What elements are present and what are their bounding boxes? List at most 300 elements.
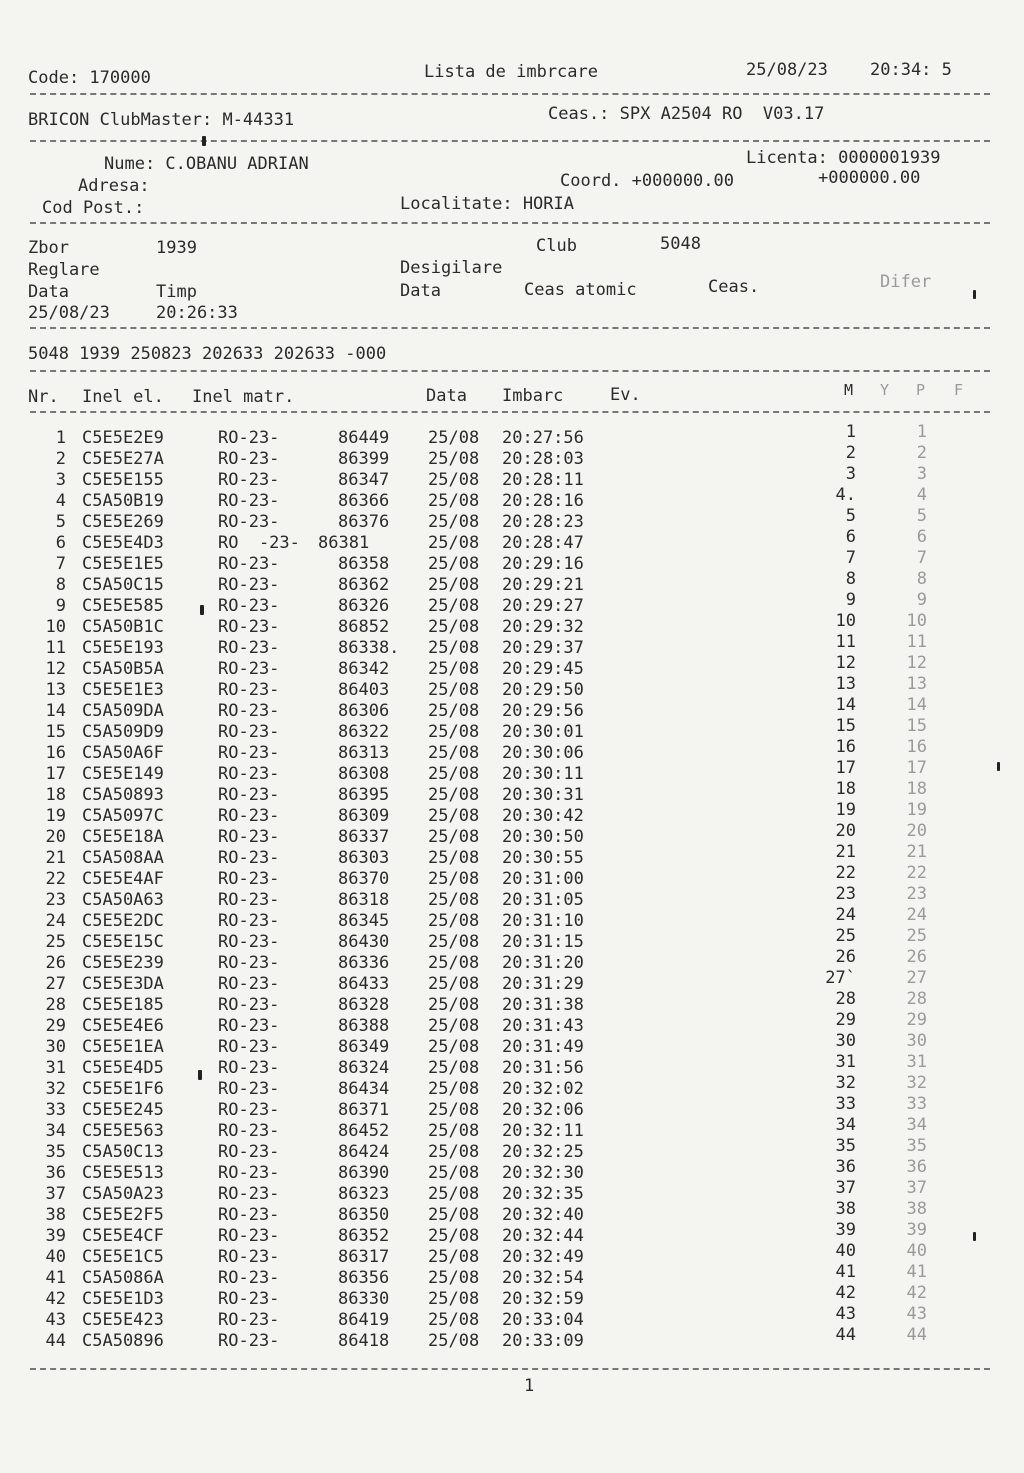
cell-matr: 86358 — [338, 554, 390, 574]
license-number: Licenta: 0000001939 — [746, 148, 941, 168]
cell-ro: RO-23- — [218, 1184, 280, 1204]
cell-nr: 28 — [45, 995, 66, 1015]
cell-m: 31 — [835, 1052, 856, 1072]
cell-nr: 11 — [45, 638, 66, 658]
cell-p: 5 — [916, 506, 927, 526]
table-row — [0, 1115, 1024, 1142]
cell-time: 20:31:49 — [502, 1037, 584, 1057]
cell-ro: RO-23- — [218, 911, 280, 931]
table-row — [0, 842, 1024, 869]
cell-m: 1 — [845, 422, 856, 442]
cell-m: 13 — [835, 674, 856, 694]
cell-nr: 9 — [55, 596, 66, 616]
cell-el: C5E5E423 — [82, 1310, 164, 1330]
cell-ro: RO-23- — [218, 1268, 280, 1288]
cell-ro: RO-23- — [218, 1121, 280, 1141]
cell-time: 20:31:56 — [502, 1058, 584, 1078]
cell-m: 43 — [835, 1304, 856, 1324]
table-row — [0, 1325, 1024, 1352]
table-row — [0, 863, 1024, 890]
cell-date: 25/08 — [428, 932, 480, 952]
cell-ro: RO-23- — [218, 995, 280, 1015]
cell-matr: 86399 — [338, 449, 390, 469]
cell-matr: 86395 — [338, 785, 390, 805]
cell-m: 27` — [825, 968, 856, 988]
cell-p: 16 — [906, 737, 927, 757]
cell-p: 44 — [906, 1325, 927, 1345]
cell-matr: 86434 — [338, 1079, 390, 1099]
cell-nr: 10 — [45, 617, 66, 637]
separator — [30, 1368, 990, 1370]
cell-p: 26 — [906, 947, 927, 967]
cell-p: 33 — [906, 1094, 927, 1114]
cell-date: 25/08 — [428, 1037, 480, 1057]
cell-m: 22 — [835, 863, 856, 883]
cell-p: 39 — [906, 1220, 927, 1240]
address-label: Adresa: — [78, 176, 150, 196]
cell-time: 20:28:16 — [502, 491, 584, 511]
cell-nr: 14 — [45, 701, 66, 721]
cell-matr: 86349 — [338, 1037, 390, 1057]
cell-el: C5E5E4E6 — [82, 1016, 164, 1036]
cell-p: 2 — [916, 443, 927, 463]
table-row — [0, 695, 1024, 722]
table-row — [0, 779, 1024, 806]
table-row — [0, 653, 1024, 680]
cell-p: 17 — [906, 758, 927, 778]
cell-time: 20:32:54 — [502, 1268, 584, 1288]
cell-matr: 86308 — [338, 764, 390, 784]
cell-p: 38 — [906, 1199, 927, 1219]
cell-date: 25/08 — [428, 806, 480, 826]
separator — [30, 140, 990, 142]
cell-date: 25/08 — [428, 449, 480, 469]
cell-m: 12 — [835, 653, 856, 673]
flight-label: Zbor — [28, 238, 69, 258]
cell-matr: 86342 — [338, 659, 390, 679]
cell-m: 19 — [835, 800, 856, 820]
cell-date: 25/08 — [428, 890, 480, 910]
cell-nr: 38 — [45, 1205, 66, 1225]
cell-nr: 2 — [55, 449, 66, 469]
coordinates-second: +000000.00 — [818, 168, 921, 188]
cell-p: 15 — [906, 716, 927, 736]
cell-m: 8 — [845, 569, 856, 589]
col-event: Ev. — [610, 385, 641, 405]
cell-m: 16 — [835, 737, 856, 757]
cell-ro: RO-23- — [218, 743, 280, 763]
cell-p: 29 — [906, 1010, 927, 1030]
cell-ro: RO-23- — [218, 1247, 280, 1267]
cell-matr: 86322 — [338, 722, 390, 742]
ink-mark — [200, 605, 204, 615]
cell-date: 25/08 — [428, 638, 480, 658]
cell-m: 5 — [845, 506, 856, 526]
cell-nr: 18 — [45, 785, 66, 805]
table-row — [0, 569, 1024, 596]
cell-time: 20:32:06 — [502, 1100, 584, 1120]
ink-mark — [973, 290, 976, 299]
cell-m: 33 — [835, 1094, 856, 1114]
cell-el: C5A50C13 — [82, 1142, 164, 1162]
cell-ro: RO-23- — [218, 869, 280, 889]
cell-m: 39 — [835, 1220, 856, 1240]
ink-mark — [973, 1232, 976, 1241]
cell-m: 28 — [835, 989, 856, 1009]
cell-nr: 20 — [45, 827, 66, 847]
cell-p: 12 — [906, 653, 927, 673]
cell-nr: 5 — [55, 512, 66, 532]
cell-nr: 36 — [45, 1163, 66, 1183]
col-date: Data — [426, 386, 467, 406]
cell-p: 32 — [906, 1073, 927, 1093]
cell-matr: 86419 — [338, 1310, 390, 1330]
cell-p: 42 — [906, 1283, 927, 1303]
cell-time: 20:29:32 — [502, 617, 584, 637]
difference-label: Difer — [880, 272, 932, 292]
cell-date: 25/08 — [428, 554, 480, 574]
cell-ro: RO-23- — [218, 512, 280, 532]
cell-m: 2 — [845, 443, 856, 463]
cell-m: 26 — [835, 947, 856, 967]
table-row — [0, 800, 1024, 827]
cell-m: 34 — [835, 1115, 856, 1135]
cell-nr: 3 — [55, 470, 66, 490]
cell-el: C5E5E1E5 — [82, 554, 164, 574]
table-row — [0, 1157, 1024, 1184]
cell-nr: 33 — [45, 1100, 66, 1120]
cell-matr: 86433 — [338, 974, 390, 994]
cell-nr: 43 — [45, 1310, 66, 1330]
cell-el: C5E5E269 — [82, 512, 164, 532]
cell-el: C5E5E239 — [82, 953, 164, 973]
cell-matr: 86317 — [338, 1247, 390, 1267]
cell-matr: 86328 — [338, 995, 390, 1015]
cell-nr: 4 — [55, 491, 66, 511]
cell-nr: 17 — [45, 764, 66, 784]
cell-el: C5E5E2E9 — [82, 428, 164, 448]
cell-time: 20:30:01 — [502, 722, 584, 742]
cell-p: 8 — [916, 569, 927, 589]
cell-date: 25/08 — [428, 701, 480, 721]
cell-time: 20:31:20 — [502, 953, 584, 973]
cell-date: 25/08 — [428, 785, 480, 805]
table-row — [0, 1136, 1024, 1163]
cell-nr: 12 — [45, 659, 66, 679]
cell-ro: RO-23- — [218, 491, 280, 511]
table-row — [0, 989, 1024, 1016]
table-row — [0, 1178, 1024, 1205]
cell-el: C5E5E27A — [82, 449, 164, 469]
cell-matr: 86452 — [338, 1121, 390, 1141]
desigilare-label: Desigilare — [400, 258, 503, 278]
cell-p: 36 — [906, 1157, 927, 1177]
cell-ro: RO-23- — [218, 470, 280, 490]
cell-el: C5A50B19 — [82, 491, 164, 511]
cell-time: 20:29:21 — [502, 575, 584, 595]
cell-p: 41 — [906, 1262, 927, 1282]
cell-p: 20 — [906, 821, 927, 841]
table-row — [0, 674, 1024, 701]
cell-matr: 86366 — [338, 491, 390, 511]
cell-nr: 44 — [45, 1331, 66, 1351]
cell-el: C5A5097C — [82, 806, 164, 826]
cell-time: 20:32:11 — [502, 1121, 584, 1141]
cell-matr: 86449 — [338, 428, 390, 448]
table-row — [0, 1199, 1024, 1226]
print-date: 25/08/23 — [746, 60, 828, 80]
clubmaster-label: BRICON ClubMaster: M-44331 — [28, 110, 295, 130]
cell-ro: RO-23- — [218, 1226, 280, 1246]
cell-nr: 29 — [45, 1016, 66, 1036]
cell-time: 20:30:11 — [502, 764, 584, 784]
col-nr: Nr. — [28, 387, 59, 407]
coordinates: Coord. +000000.00 — [560, 171, 734, 191]
cell-p: 28 — [906, 989, 927, 1009]
cell-date: 25/08 — [428, 1310, 480, 1330]
cell-el: C5E5E4CF — [82, 1226, 164, 1246]
cell-date: 25/08 — [428, 470, 480, 490]
table-row — [0, 1052, 1024, 1079]
cell-el: C5A50A23 — [82, 1184, 164, 1204]
cell-matr: 86350 — [338, 1205, 390, 1225]
cell-m: 11 — [835, 632, 856, 652]
cell-el: C5E5E3DA — [82, 974, 164, 994]
cell-matr: 86323 — [338, 1184, 390, 1204]
setting-date: 25/08/23 — [28, 303, 110, 323]
cell-matr: 86381 — [318, 533, 370, 553]
table-row — [0, 905, 1024, 932]
cell-date: 25/08 — [428, 575, 480, 595]
cell-time: 20:32:40 — [502, 1205, 584, 1225]
table-row — [0, 1304, 1024, 1331]
cell-m: 6 — [845, 527, 856, 547]
cell-date: 25/08 — [428, 848, 480, 868]
cell-ro: RO-23- — [218, 659, 280, 679]
cell-matr: 86852 — [338, 617, 390, 637]
cell-el: C5E5E15C — [82, 932, 164, 952]
cell-m: 35 — [835, 1136, 856, 1156]
cell-m: 20 — [835, 821, 856, 841]
cell-el: C5E5E185 — [82, 995, 164, 1015]
cell-date: 25/08 — [428, 1142, 480, 1162]
table-row — [0, 884, 1024, 911]
cell-date: 25/08 — [428, 869, 480, 889]
unseal-date-label: Data — [400, 281, 441, 301]
table-row — [0, 926, 1024, 953]
table-row — [0, 1220, 1024, 1247]
cell-el: C5E5E193 — [82, 638, 164, 658]
cell-matr: 86376 — [338, 512, 390, 532]
separator — [30, 411, 990, 413]
cell-time: 20:29:37 — [502, 638, 584, 658]
col-m: M — [844, 381, 854, 399]
cell-time: 20:29:16 — [502, 554, 584, 574]
cell-m: 14 — [835, 695, 856, 715]
cell-time: 20:31:10 — [502, 911, 584, 931]
cell-nr: 40 — [45, 1247, 66, 1267]
cell-el: C5E5E4D3 — [82, 533, 164, 553]
cell-date: 25/08 — [428, 1289, 480, 1309]
col-registration-ring: Inel matr. — [192, 387, 295, 407]
cell-time: 20:28:03 — [502, 449, 584, 469]
cell-el: C5A50C15 — [82, 575, 164, 595]
separator — [30, 327, 990, 329]
cell-el: C5E5E585 — [82, 596, 164, 616]
cell-p: 35 — [906, 1136, 927, 1156]
cell-p: 19 — [906, 800, 927, 820]
cell-time: 20:28:47 — [502, 533, 584, 553]
cell-el: C5A509DA — [82, 701, 164, 721]
cell-m: 32 — [835, 1073, 856, 1093]
table-row — [0, 611, 1024, 638]
cell-ro: RO-23- — [218, 848, 280, 868]
cell-ro: RO-23- — [218, 1016, 280, 1036]
cell-nr: 32 — [45, 1079, 66, 1099]
table-row — [0, 821, 1024, 848]
cell-time: 20:32:44 — [502, 1226, 584, 1246]
postal-code-label: Cod Post.: — [42, 198, 145, 218]
cell-time: 20:31:38 — [502, 995, 584, 1015]
cell-el: C5A50896 — [82, 1331, 164, 1351]
cell-date: 25/08 — [428, 428, 480, 448]
table-row — [0, 758, 1024, 785]
cell-date: 25/08 — [428, 1121, 480, 1141]
cell-el: C5E5E1EA — [82, 1037, 164, 1057]
cell-m: 40 — [835, 1241, 856, 1261]
table-row — [0, 1241, 1024, 1268]
cell-p: 40 — [906, 1241, 927, 1261]
table-row — [0, 737, 1024, 764]
cell-el: C5A509D9 — [82, 722, 164, 742]
table-row — [0, 716, 1024, 743]
cell-nr: 19 — [45, 806, 66, 826]
cell-date: 25/08 — [428, 995, 480, 1015]
cell-date: 25/08 — [428, 1184, 480, 1204]
cell-nr: 16 — [45, 743, 66, 763]
cell-time: 20:31:15 — [502, 932, 584, 952]
separator — [30, 370, 990, 372]
cell-time: 20:28:23 — [502, 512, 584, 532]
cell-p: 23 — [906, 884, 927, 904]
cell-p: 37 — [906, 1178, 927, 1198]
col-basketing: Imbarc — [502, 386, 564, 406]
cell-ro: RO-23- — [218, 1058, 280, 1078]
cell-matr: 86303 — [338, 848, 390, 868]
table-row — [0, 947, 1024, 974]
table-row — [0, 1094, 1024, 1121]
cell-p: 30 — [906, 1031, 927, 1051]
cell-matr: 86424 — [338, 1142, 390, 1162]
cell-time: 20:32:59 — [502, 1289, 584, 1309]
cell-p: 24 — [906, 905, 927, 925]
cell-nr: 34 — [45, 1121, 66, 1141]
cell-el: C5E5E563 — [82, 1121, 164, 1141]
atomic-clock-label: Ceas atomic — [524, 280, 637, 300]
date-label: Data — [28, 282, 69, 302]
cell-m: 30 — [835, 1031, 856, 1051]
cell-date: 25/08 — [428, 1331, 480, 1351]
cell-time: 20:31:29 — [502, 974, 584, 994]
club-label: Club — [536, 236, 577, 256]
cell-date: 25/08 — [428, 1268, 480, 1288]
cell-p: 7 — [916, 548, 927, 568]
cell-el: C5E5E2F5 — [82, 1205, 164, 1225]
cell-date: 25/08 — [428, 1163, 480, 1183]
cell-ro: RO-23- — [218, 680, 280, 700]
cell-date: 25/08 — [428, 743, 480, 763]
table-row — [0, 632, 1024, 659]
cell-date: 25/08 — [428, 512, 480, 532]
cell-matr: 86324 — [338, 1058, 390, 1078]
cell-el: C5E5E18A — [82, 827, 164, 847]
cell-time: 20:33:09 — [502, 1331, 584, 1351]
cell-matr: 86430 — [338, 932, 390, 952]
cell-nr: 27 — [45, 974, 66, 994]
table-row — [0, 548, 1024, 575]
time-label: Timp — [156, 282, 197, 302]
cell-nr: 24 — [45, 911, 66, 931]
cell-m: 37 — [835, 1178, 856, 1198]
cell-ro: RO-23- — [218, 932, 280, 952]
cell-el: C5A5086A — [82, 1268, 164, 1288]
cell-el: C5E5E2DC — [82, 911, 164, 931]
col-y: Y — [880, 381, 890, 399]
cell-m: 41 — [835, 1262, 856, 1282]
cell-ro: RO-23- — [218, 827, 280, 847]
cell-m: 9 — [845, 590, 856, 610]
cell-ro: RO-23- — [218, 428, 280, 448]
cell-time: 20:29:45 — [502, 659, 584, 679]
cell-ro: RO -23- — [218, 533, 300, 553]
cell-matr: 86306 — [338, 701, 390, 721]
cell-date: 25/08 — [428, 659, 480, 679]
cell-m: 3 — [845, 464, 856, 484]
cell-nr: 21 — [45, 848, 66, 868]
cell-matr: 86362 — [338, 575, 390, 595]
cell-time: 20:32:30 — [502, 1163, 584, 1183]
cell-nr: 37 — [45, 1184, 66, 1204]
cell-time: 20:30:55 — [502, 848, 584, 868]
table-row — [0, 1073, 1024, 1100]
cell-date: 25/08 — [428, 1016, 480, 1036]
table-row — [0, 1031, 1024, 1058]
cell-date: 25/08 — [428, 533, 480, 553]
cell-ro: RO-23- — [218, 806, 280, 826]
cell-m: 17 — [835, 758, 856, 778]
cell-date: 25/08 — [428, 680, 480, 700]
cell-el: C5E5E4AF — [82, 869, 164, 889]
cell-time: 20:33:04 — [502, 1310, 584, 1330]
cell-p: 25 — [906, 926, 927, 946]
clock-label: Ceas.: SPX A2504 RO V03.17 — [548, 104, 825, 124]
cell-p: 21 — [906, 842, 927, 862]
cell-el: C5E5E1E3 — [82, 680, 164, 700]
cell-ro: RO-23- — [218, 575, 280, 595]
cell-nr: 22 — [45, 869, 66, 889]
cell-ro: RO-23- — [218, 974, 280, 994]
table-row — [0, 1262, 1024, 1289]
cell-time: 20:30:42 — [502, 806, 584, 826]
cell-date: 25/08 — [428, 953, 480, 973]
cell-m: 15 — [835, 716, 856, 736]
cell-time: 20:28:11 — [502, 470, 584, 490]
cell-m: 21 — [835, 842, 856, 862]
cell-m: 7 — [845, 548, 856, 568]
cell-date: 25/08 — [428, 911, 480, 931]
cell-ro: RO-23- — [218, 1163, 280, 1183]
cell-ro: RO-23- — [218, 1079, 280, 1099]
